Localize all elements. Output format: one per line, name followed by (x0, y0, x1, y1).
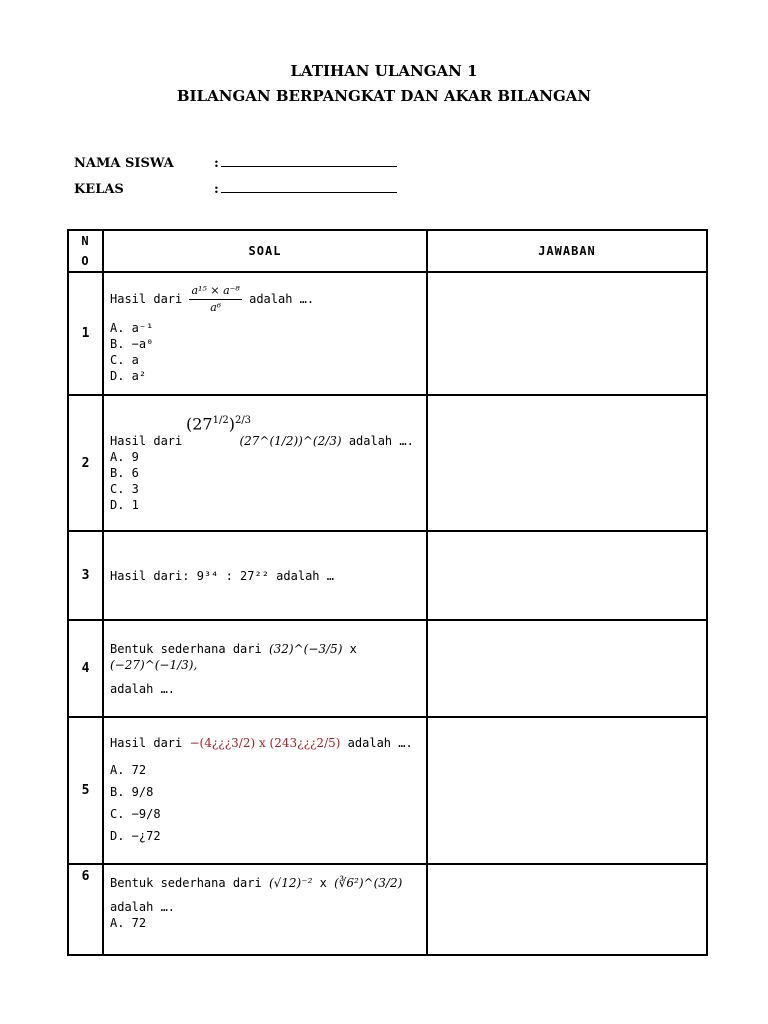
table-row (68, 864, 707, 955)
option-a: A. 9 (110, 449, 139, 464)
option-d: D. a² (110, 369, 147, 383)
question-text-line2: adalah …. (110, 681, 176, 696)
answer-cell[interactable] (427, 531, 707, 620)
table-row (68, 272, 707, 395)
page-title: LATIHAN ULANGAN 1 (290, 62, 478, 80)
table-row (68, 395, 707, 531)
header-soal: SOAL (103, 230, 427, 272)
name-row (74, 154, 397, 171)
option-b: B. 6 (110, 465, 139, 480)
row-number: 5 (68, 717, 103, 864)
name-colon: : (214, 156, 219, 171)
answer-cell[interactable] (427, 620, 707, 717)
fraction: $\frac{\text{a¹⁵ × a⁻⁸}}{\text{a⁶}}$ (191, 284, 240, 314)
option-b: B. 9/8 (110, 784, 154, 799)
option-d: D. 1 (110, 497, 139, 512)
option-a: A. 72 (110, 762, 147, 777)
option-c: C. 3 (110, 481, 139, 496)
question-text: Bentuk sederhana dari (√12)⁻² x (∛6²)^(3/2) (110, 876, 403, 890)
table-row (68, 620, 707, 717)
big-expression: $(27^{1/2})^{2/3}$ (186, 414, 252, 434)
answer-cell[interactable] (427, 395, 707, 531)
option-c: C. −9/8 (110, 806, 161, 821)
question-text: Hasil dari: 9³⁴ : 27²² adalah … (110, 568, 334, 583)
row-number: 1 (68, 272, 103, 395)
question-cell (103, 395, 427, 531)
page-subtitle: BILANGAN BERPANGKAT DAN AKAR BILANGAN (176, 87, 592, 105)
header-jawaban: JAWABAN (427, 230, 707, 272)
question-text: Hasil dari −(4¿¿¿3/2) x (243¿¿¿2/5) adalah …. (110, 735, 413, 750)
option-c: C. a (110, 353, 139, 367)
question-text-line2: adalah …. (110, 900, 176, 914)
option-b: B. −a⁰ (110, 337, 154, 351)
answer-cell[interactable] (427, 272, 707, 395)
row-number: 3 (68, 531, 103, 620)
row-number: 6 (68, 864, 103, 955)
class-label: KELAS (74, 182, 124, 197)
option-a: A. a⁻¹ (110, 321, 154, 335)
table-row (68, 717, 707, 864)
question-cell (103, 620, 427, 717)
row-number: 4 (68, 620, 103, 717)
table-header-row (68, 230, 707, 272)
name-field[interactable] (221, 154, 397, 167)
header-no: N O (68, 230, 103, 272)
question-table (67, 229, 708, 956)
question-cell (103, 864, 427, 955)
class-colon: : (214, 182, 219, 197)
question-cell (103, 531, 427, 620)
question-text: Hasil dari (27^(1/2))^(2/3) adalah …. (110, 433, 414, 448)
option-d: D. −¿72 (110, 828, 161, 843)
name-label: NAMA SISWA (74, 156, 174, 171)
answer-cell[interactable] (427, 864, 707, 955)
question-text: Hasil dari $\frac{\text{a¹⁵ × a⁻⁸}}{\text{a⁶}}$ adalah …. (110, 284, 315, 314)
answer-cell[interactable] (427, 717, 707, 864)
option-a: A. 72 (110, 916, 147, 930)
row-number: 2 (68, 395, 103, 531)
class-field[interactable] (221, 180, 397, 193)
class-row (74, 180, 397, 197)
question-text: Bentuk sederhana dari (32)^(−3/5) x (−27)^(−1/3), (110, 641, 357, 672)
question-cell (103, 272, 427, 395)
question-cell (103, 717, 427, 864)
table-row (68, 531, 707, 620)
